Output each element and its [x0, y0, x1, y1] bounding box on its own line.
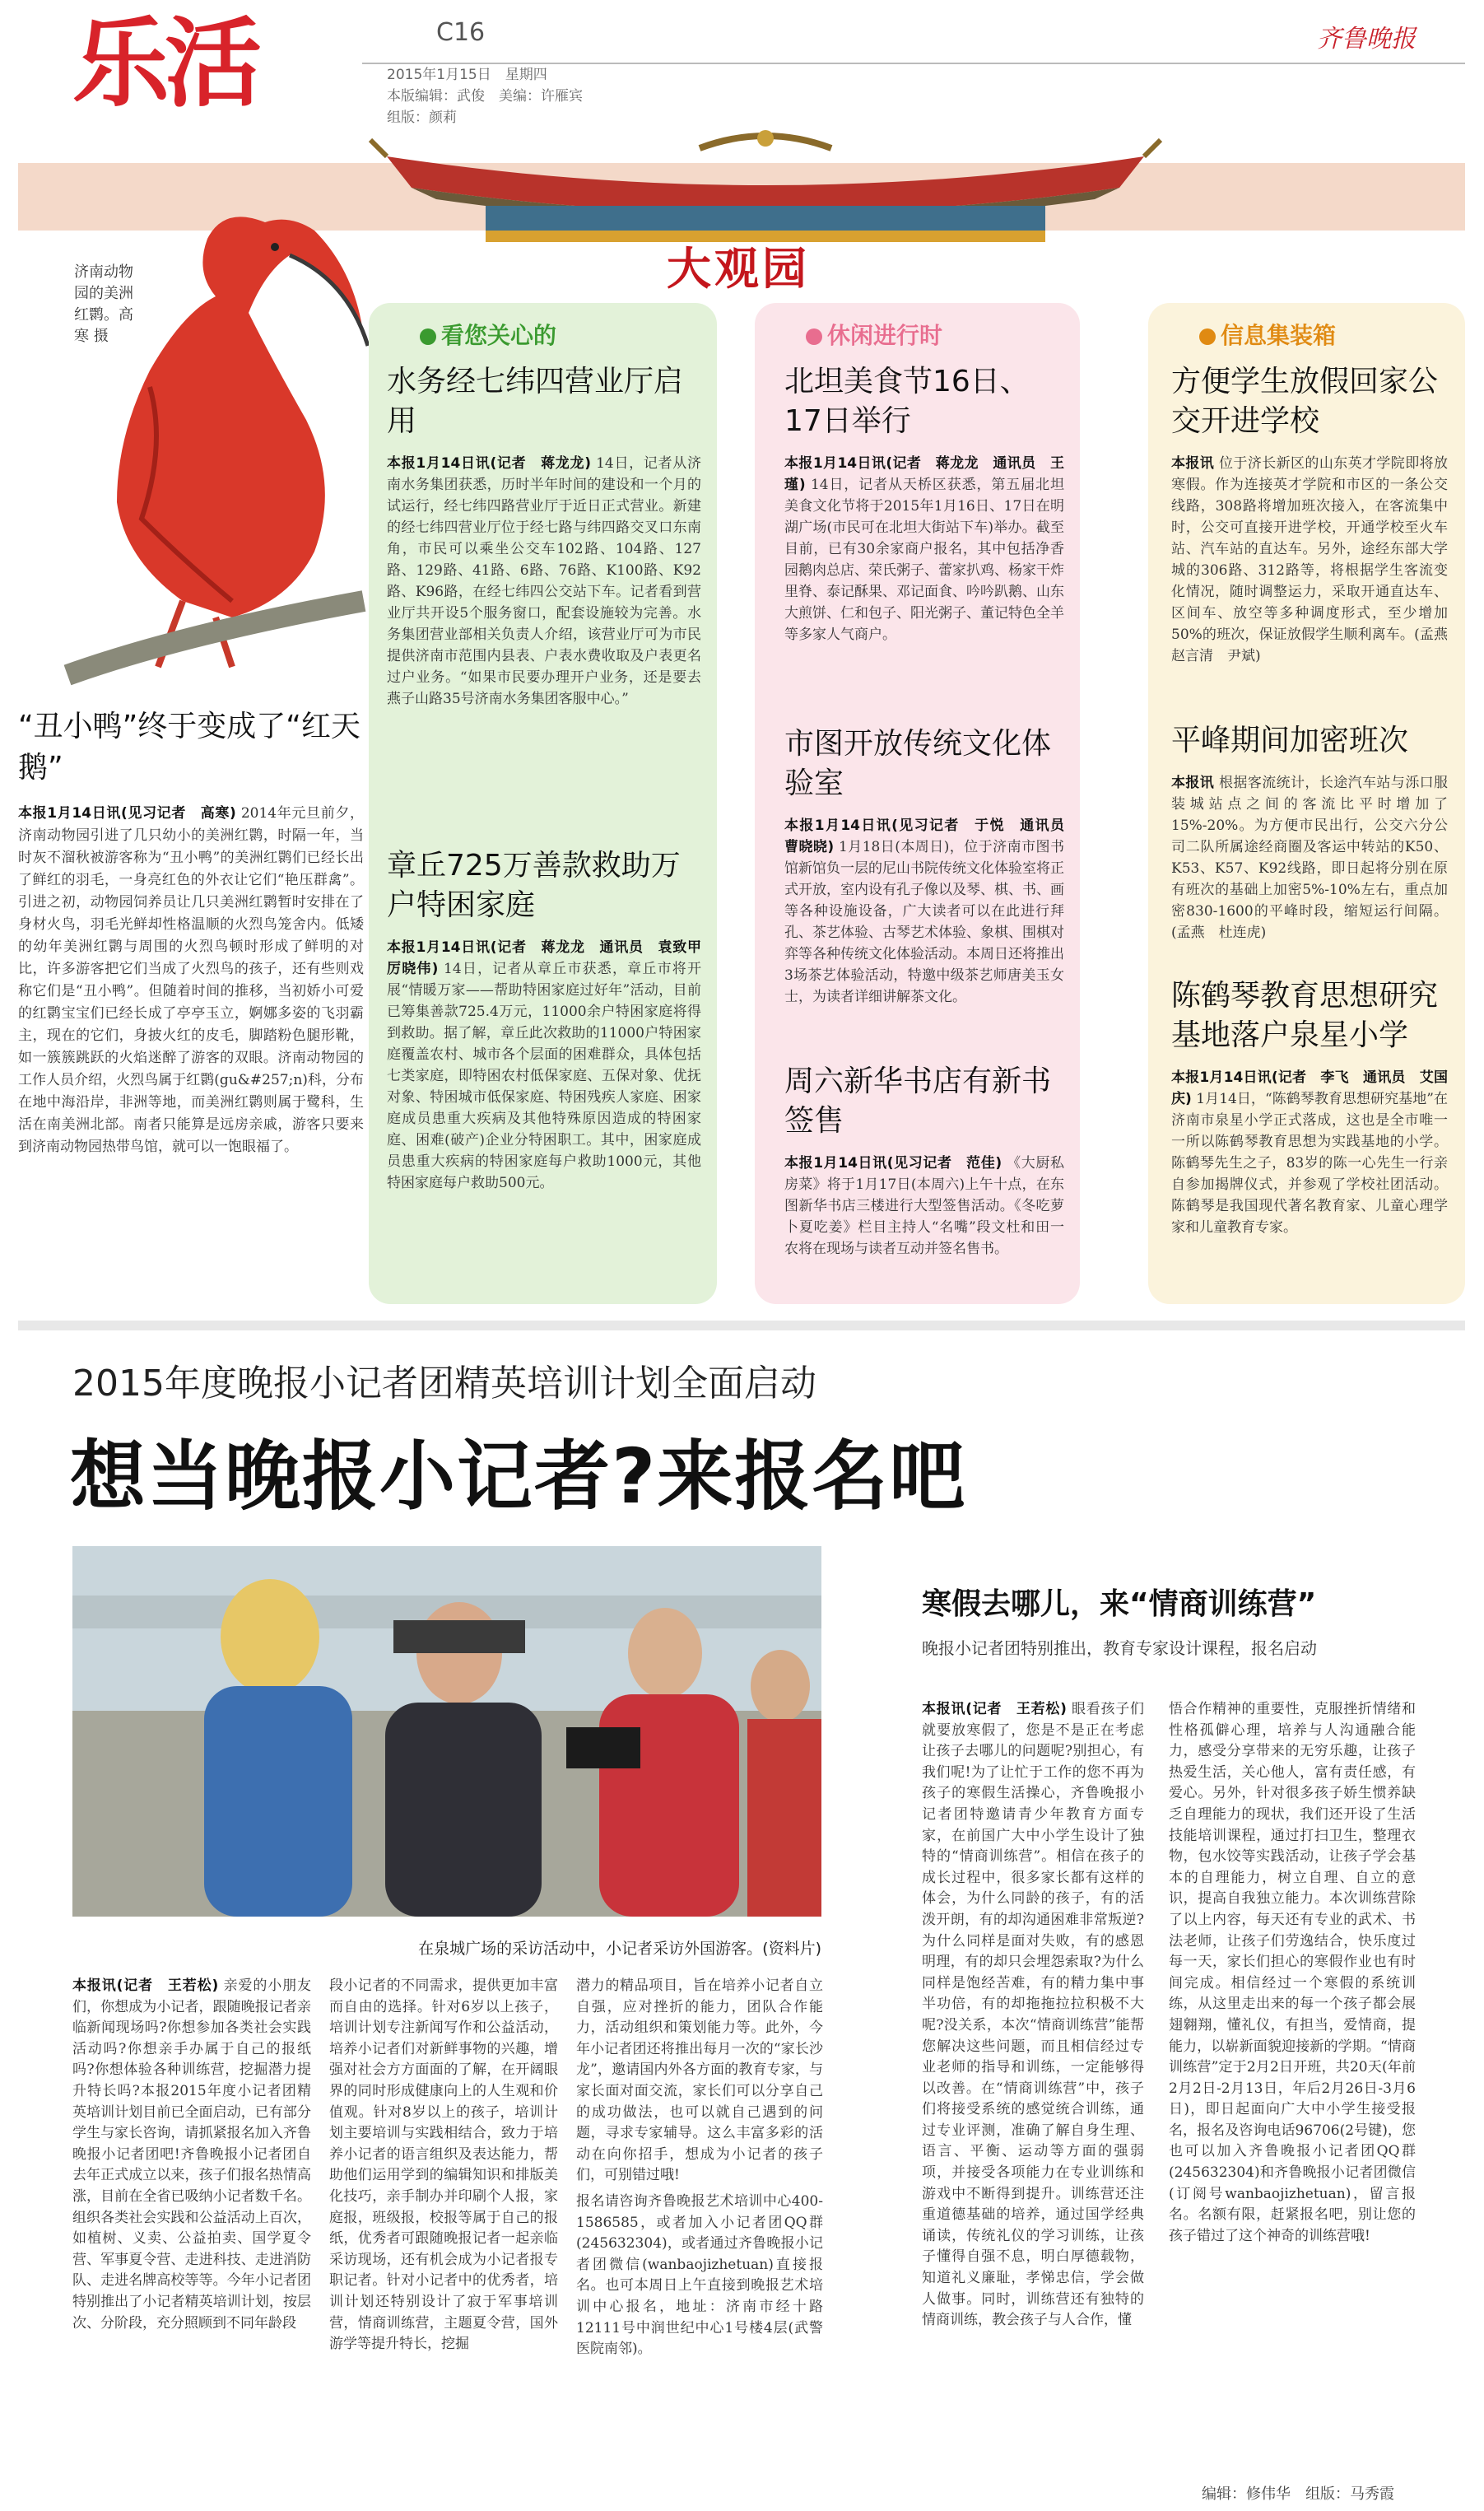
bird-photo-caption: 济南动物园的美洲红鹮。高寒 摄: [74, 263, 133, 345]
column-pink: [755, 303, 1080, 1304]
article-text: 位于济长新区的山东英才学院即将放寒假。作为连接英才学院和市区的一条公交线路，308路将增加班次接入，在客流集中时，公交可直接开进学校，开通学校至火车站、汽车站的直达车。另外，途经东部大学城的306路、312路等，将根据学生客流变化情况，随时调整运力，采取开通直达车、区间车、放空等多种调度形式，至少增加50%的班次，保证放假学生顺利离车。(孟燕 赵言清 尹斌): [1171, 455, 1462, 664]
feature-text: 潜力的精品项目，旨在培养小记者自立自强，应对挫折的能力，团队合作能力，活动组织和策划能力等。此外，今年小记者团还将推出每月一次的“家长沙龙”，邀请国内外各方面的教育专家，与家长面对面交流，家长们可以分享自己的成功做法，也可以就自己遇到的问题，寻求专家辅导。这么丰富多彩的活动在向你招手，想成为小记者的孩子们，可别错过哦!: [576, 1978, 823, 2184]
article-dateline: 本报1月14日讯(记者 蒋龙龙): [387, 455, 591, 472]
article: [1171, 362, 1462, 692]
article: [387, 846, 715, 1283]
article-text: 14日，记者从章丘市获悉，章丘市将开展“情暖万家——帮助特困家庭过好年”活动，目前已筹集善款725.4万元，11000余户特困家庭将得到救助。据了解，章丘此次救助的11000户特困家庭覆盖农村、城市各个层面的困难群众，具体包括七类家庭，即特困农村低保家庭、五保对象、优抚对象、特困城市低保家庭、特困残疾人家庭、困家庭成员患重大疾病及其他特殊原因造成的特困家庭、困难(破产)企业分特困职工。其中，困家庭成员患重大疾病的特困家庭每户救助1000元，其他特困家庭每户救助500元。: [387, 961, 701, 1191]
feature-photo-caption: 在泉城广场的采访活动中，小记者采访外国游客。(资料片): [418, 1940, 821, 1958]
column-yellow-header: [1199, 318, 1336, 351]
column-yellow: [1148, 303, 1465, 1304]
article-headline: 市图开放传统文化体验室: [784, 727, 1052, 800]
article-body: [784, 453, 1064, 700]
feature-column-2: [329, 1976, 558, 2470]
article-dateline: 本报1月14日讯(记者 李飞 通讯员 艾国庆): [1171, 1069, 1448, 1107]
article-text: 《大厨私房菜》将于1月17日(本周六)上午十点，在东图新华书店三楼进行大型签售活动。《冬吃萝卜夏吃姜》栏目主持人“名嘴”段文杜和田一农将在现场与读者互动并签名售书。: [784, 1155, 1064, 1257]
camp-column-2: [1169, 1699, 1416, 2473]
article: [1171, 721, 1448, 962]
article: [1171, 976, 1448, 1281]
interview-scene-illustration: [72, 1546, 821, 1917]
article-headline: 平峰期间加密班次: [1171, 724, 1409, 757]
bullet-icon: [1199, 328, 1216, 345]
article-body: [1171, 453, 1462, 692]
article-dateline: 本报1月14日讯(记者 蒋龙龙 通讯员 王瑾): [784, 455, 1064, 493]
camp-column-1: [922, 1699, 1144, 2473]
article-dateline: 本报1月14日讯(见习记者 于悦 通讯员 曹晓晓): [784, 818, 1078, 855]
feature-text: 亲爱的小朋友们，你想成为小记者，跟随晚报记者亲临新闻现场吗?你想参加各类社会实践活动吗?你想亲手办属于自己的报纸吗?你想体验各种训练营，挖掘潜力提升特长吗?本报2015年度小记者团精英培训计划目前已全面启动，已有部分学生与家长咨询，请抓紧报名加入齐鲁晚报小记者团吧!齐鲁晚报小记者团自去年正式成立以来，孩子们报名热情高涨，目前在全省已吸纳小记者数千名。组织各类社会实践和公益活动上百次，如植树、义卖、公益拍卖、国学夏令营、军事夏令营、走进科技、走进消防队、走进名牌高校等等。今年小记者团特别推出了小记者精英培训计划，按层次、分阶段，充分照顾到不同年龄段: [72, 1978, 312, 2332]
bird-dateline: 本报1月14日讯(见习记者 高寒): [18, 805, 236, 822]
article: [784, 724, 1078, 1046]
article-body: [784, 815, 1078, 1046]
article-headline: 章丘725万善款救助万户特困家庭: [387, 849, 681, 922]
column-yellow-label: 信息集装箱: [1221, 322, 1337, 349]
feature-text: 段小记者的不同需求，提供更加丰富而自由的选择。针对6岁以上孩子，培训计划专注新闻写作和公益活动，培养小记者们对新鲜事物的兴趣，增强对社会方方面面的了解，在开阔眼界的同时形成健康向上的人生观和价值观。针对8岁以上的孩子，培训计划主要培训与实践相结合，致力于培养小记者的语言组织及表达能力，帮助他们运用学到的编辑知识和排版美化技巧，亲手制办并印刷个人报，家庭报，班级报，校报等属于自己的报纸，优秀者可跟随晚报记者一起亲临采访现场，还有机会成为小记者报专职记者。针对小记者中的优秀者，培训计划还特别设计了寂于军事培训营，情商训练营，主题夏令营，国外游学等提升特长，挖掘: [329, 1978, 558, 2353]
signup-info: 报名请咨询齐鲁晚报艺术培训中心400-1586585，或者加入小记者团QQ群(245632304)，或者通过齐鲁晚报小记者团微信(wanbaojizhetuan)直接报名。也可本周日上午直接到晚报艺术培训中心报名，地址：济南市经十路12111号中润世纪中心1号楼4层(武警医院南邻)。: [576, 2192, 823, 2358]
bullet-icon: [806, 328, 822, 345]
article-text: 1月14日，“陈鹤琴教育思想研究基地”在济南市泉星小学正式落成，这也是全市唯一一所以陈鹤琴教育思想为实践基地的小学。陈鹤琴先生之子，83岁的陈一心先生一行亲自参加揭牌仪式，并参观了学校社团活动。陈鹤琴是我国现代著名教育家、儿童心理学家和儿童教育专家。: [1171, 1091, 1448, 1236]
camp-subhead: 晚报小记者团特别推出，教育专家设计课程，报名启动: [922, 1638, 1317, 1658]
feature-dateline: 本报讯(记者 王若松): [72, 1978, 219, 1994]
section-divider: [18, 1321, 1465, 1330]
reporters-interview-photo: [72, 1546, 821, 1917]
feature-column-1: [72, 1976, 311, 2470]
feature-kicker: 2015年度晚报小记者团精英培训计划全面启动: [72, 1363, 816, 1405]
article-text: 1月18日(本周日)，位于济南市图书馆新馆负一层的尼山书院传统文化体验室将正式开放，室内设有孔子像以及琴、棋、书、画等各种设施设备，广大读者可以在此进行拜孔、茶艺体验、古琴艺术体验、象棋、围棋对弈等各种传统文化体验活动。本周日还将推出3场茶艺体验活动，特邀中级茶艺师唐美玉女士，为读者详细讲解茶文化。: [784, 839, 1064, 1005]
article-dateline: 本报讯: [1171, 455, 1215, 472]
article-dateline: 本报1月14日讯(记者 蒋龙龙 通讯员 袁致甲 厉晓伟): [387, 939, 715, 977]
page-meta: [387, 64, 583, 128]
article-body: [1171, 1067, 1448, 1281]
column-green-label: 看您关心的: [441, 322, 557, 349]
column-pink-label: 休闲进行时: [827, 322, 943, 349]
article: [387, 362, 701, 823]
paper-logo: 齐鲁晚报: [1317, 25, 1416, 54]
article-headline: 周六新华书店有新书签售: [784, 1064, 1052, 1138]
article: [784, 362, 1064, 700]
feature-column-3: [576, 1976, 823, 2470]
section-title: 大观园: [667, 242, 810, 295]
bullet-icon: [420, 328, 436, 345]
bird-body-text: 2014年元旦前夕，济南动物园引进了几只幼小的美洲红鹮，时隔一年，当时灰不溜秋被游客称为“丑小鸭”的美洲红鹮们已经长出了鲜红的羽毛，一身亮红色的外衣让它们“艳压群禽”。引进之初，动物园饲养员让几只美洲红鹮暂时安排在了身材火鸟，羽毛光鲜却性格温顺的火烈鸟笼舍内。低矮的幼年美洲红鹮与周围的火烈鸟顿时形成了鲜明的对比，许多游客把它们当成了火烈鸟的孩子，还有些则戏称它们是“丑小鸭”。但随着时间的推移，当初娇小可爱的红鹮宝宝们已经长成了亭亭玉立，婀娜多姿的飞羽霸主，现在的它们，身披火红的皮毛，脚踏粉色腿形靴，如一簇簇跳跃的火焰迷醉了游客的双眼。济南动物园的工作人员介绍，火烈鸟属于红鹮(gu&#257;n)科，分布在地中海沿岸，非洲等地，而美洲红鹮则属于鹭科，生活在南美洲北部。南者只能算是远房亲戚，游客只要来到济南动物园热带鸟馆，就可以一饱眼福了。: [18, 805, 365, 1155]
camp-text: 眼看孩子们就要放寒假了，您是不是正在考虑让孩子去哪儿的问题呢?别担心，有我们呢!为了让忙于工作的您不再为孩子的寒假生活操心，齐鲁晚报小记者团特邀请青少年教育方面专家，在前国广大中小学生设计了独特的“情商训练营”。相信在孩子的成长过程中，很多家长都有这样的体会，为什么同龄的孩子，有的活泼开朗，有的却沟通困难非常叛逆?为什么同样是面对失败，有的感恩明理，有的却只会埋怨索取?为什么同样是饱经苦难，有的精力集中事半功倍，有的却拖拖拉拉积极不大呢?没关系，本次“情商训练营”能帮您解决这些问题，而且相信经过专业老师的指导和训练，一定能够得以改善。在“情商训练营”中，孩子们将接受系统的感觉统合训练，通过专业评测，准确了解自身生理、语言、平衡、运动等方面的强弱项，并接受各项能力在专业训练和游戏中不断得到提升。训练营还注重道德基础的培养，通过国学经典诵读，传统礼仪的学习训练，让孩子懂得自强不息，明白厚德载物，知道礼义廉耻，孝悌忠信，学会做人做事。同时，训练营还有独特的情商训练，教会孩子与人合作，懂: [922, 1701, 1144, 2329]
article-headline: 北坦美食节16日、17日举行: [784, 365, 1030, 438]
page-editors: 本版编辑：武俊 美编：许雁宾: [387, 88, 583, 105]
article-text: 14日，记者从济南水务集团获悉，历时半年时间的建设和一个月的试运行，经七纬四路营业厅于近日正式营业。新建的经七纬四营业厅位于经七路与纬四路交叉口东南角，市民可以乘坐公交车102路、104路、127路、129路、41路、6路、76路、K100路、K92路、K96路，在经七纬四公交站下车。记者看到营业厅共开设5个服务窗口，配套设施较为完善。水务集团营业部相关负责人介绍，该营业厅可为市民提供济南市范围内县表、户表水费收取及户表更名过户业务。“如果市民要办理开户业务，还是要去燕子山路35号济南水务集团客服中心。”: [387, 455, 702, 707]
column-green-header: [420, 318, 556, 351]
bird-article-body: [18, 803, 364, 1305]
page-layout-credit: 组版：颜莉: [387, 109, 457, 126]
article-body: [387, 453, 701, 823]
article: [784, 1062, 1064, 1284]
article-text: 14日，记者从天桥区获悉，第五届北坦美食文化节将于2015年1月16日、17日在明湖广场(市民可在北坦大街站下车)举办。截至目前，已有30余家商户报名，其中包括净香园鹅肉总店、荣氏粥子、蕾家扒鸡、杨家干炸里脊、泰记酥果、邓记面食、吟吟趴鹅、山东大煎饼、仁和包子、阳光粥子、董记特色全羊等多家人气商户。: [784, 477, 1064, 643]
article-dateline: 本报1月14日讯(见习记者 范佳): [784, 1155, 1003, 1172]
article-dateline: 本报讯: [1171, 775, 1215, 791]
bird-headline: “丑小鸭”终于变成了“红天鹅”: [18, 710, 361, 785]
article-headline: 水务经七纬四营业厅启用: [387, 365, 684, 438]
section-logo: 乐活: [72, 7, 258, 120]
article-body: [784, 1153, 1064, 1284]
column-pink-header: [806, 318, 942, 351]
camp-text: 悟合作精神的重要性，克服挫折情绪和性格孤僻心理，培养与人沟通融合能力，感受分享带来的无穷乐趣，让孩子热爱生活，关心他人，富有责任感，有爱心。另外，针对很多孩子娇生惯养缺乏自理能力的现状，我们还开设了生活技能培训课程，通过打扫卫生，整理衣物，包水饺等实践活动，让孩子学会基本的自理能力，树立自理、自立的意识，提高自我独立能力。本次训练营除了以上内容，每天还有专业的武术、书法老师，让孩子们劳逸结合，快乐度过每一天，家长们担心的寒假作业也有时间完成。相信经过一个寒假的系统训练，从这里走出来的每一个孩子都会展翅翱翔，懂礼仪，有担当，爱情商，提能力，以崭新面貌迎接新的学期。“情商训练营”定于2月2日开班，共20天(年前2月2日-2月13日，年后2月26日-3月6日)，即日起面向广大中小学生接受报名，报名及咨询电话96706(2号键)，您也可以加入齐鲁晚报小记者团QQ群(245632304)和齐鲁晚报小记者团微信(订阅号wanbaojizhetuan)，留言报名。名额有限，赶紧报名吧，别让您的孩子错过了这个神奇的训练营哦!: [1169, 1701, 1416, 2244]
page-number: C16: [436, 18, 486, 47]
article-headline: 陈鹤琴教育思想研究基地落户泉星小学: [1171, 979, 1439, 1052]
article-body: [1171, 772, 1448, 962]
camp-headline: 寒假去哪儿，来“情商训练营”: [922, 1587, 1317, 1621]
article-headline: 方便学生放假回家公交开进学校: [1171, 365, 1439, 438]
article-body: [387, 937, 715, 1283]
feature-title: 想当晚报小记者?来报名吧: [70, 1433, 967, 1521]
column-green: [369, 303, 717, 1304]
page-date: 2015年1月15日 星期四: [387, 67, 547, 83]
page-credit: 编辑：修伟华 组版：马秀霞: [1202, 2485, 1394, 2503]
scarlet-ibis-photo: [18, 173, 364, 708]
camp-dateline: 本报讯(记者 王若松): [922, 1701, 1067, 1717]
article-text: 根据客流统计，长途汽车站与泺口服装城站点之间的客流比平时增加了15%-20%。为方便市民出行，公交六分公司二队所属途经商圈及客运中转站的K50、K53、K57、K92线路，即日起将分别在原有班次的基础上加密5%-10%左右，重点加密830-1600的平峰时段，缩短运行间隔。(孟燕 杜连虎): [1171, 775, 1449, 941]
